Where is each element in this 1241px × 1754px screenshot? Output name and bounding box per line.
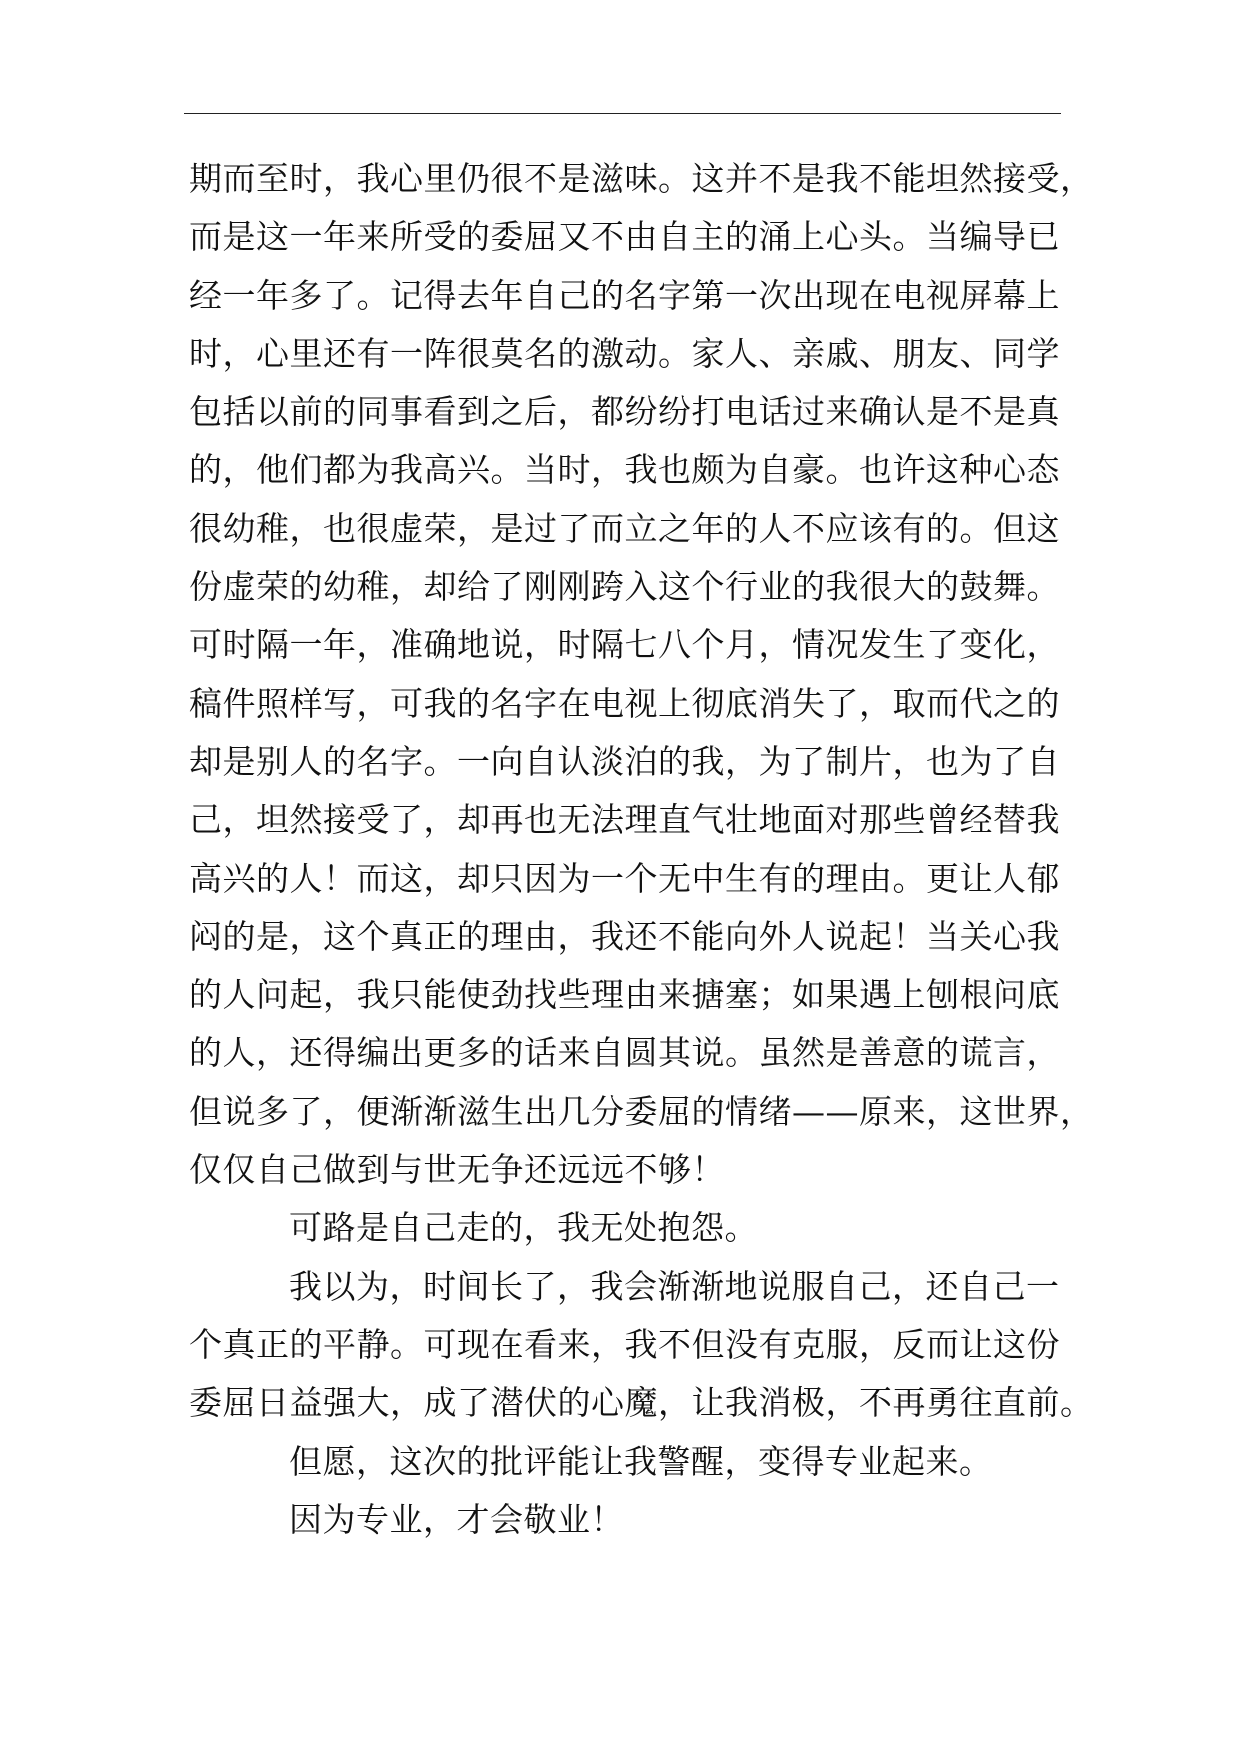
text-line-8: 份虚荣的幼稚，却给了刚刚跨入这个行业的我很大的鼓舞。 bbox=[189, 567, 1060, 607]
text-line-3: 经一年多了。记得去年自己的名字第一次出现在电视屏幕上 bbox=[189, 275, 1060, 315]
text-line-16: 的人，还得编出更多的话来自圆其说。虽然是善意的谎言， bbox=[189, 1033, 1060, 1073]
text-line-7: 很幼稚，也很虚荣，是过了而立之年的人不应该有的。但这 bbox=[189, 508, 1060, 548]
text-line-21: 个真正的平静。可现在看来，我不但没有克服，反而让这份 bbox=[189, 1324, 1060, 1364]
text-line-15: 的人问起，我只能使劲找些理由来搪塞；如果遇上刨根问底 bbox=[189, 975, 1060, 1015]
text-line-17: 但说多了，便渐渐滋生出几分委屈的情绪——原来，这世界， bbox=[189, 1091, 1094, 1131]
text-line-6: 的，他们都为我高兴。当时，我也颇为自豪。也许这种心态 bbox=[189, 450, 1060, 490]
document-body bbox=[189, 150, 1094, 1549]
text-line-1: 期而至时，我心里仍很不是滋味。这并不是我不能坦然接受， bbox=[189, 159, 1094, 198]
text-line-5: 包括以前的同事看到之后，都纷纷打电话过来确认是不是真 bbox=[189, 392, 1060, 432]
text-line-18: 仅仅自己做到与世无争还远远不够！ bbox=[189, 1150, 725, 1190]
text-line-4: 时，心里还有一阵很莫名的激动。家人、亲戚、朋友、同学 bbox=[189, 333, 1060, 373]
text-line-14: 闷的是，这个真正的理由，我还不能向外人说起！当关心我 bbox=[189, 916, 1060, 956]
text-line-10: 稿件照样写，可我的名字在电视上彻底消失了，取而代之的 bbox=[189, 683, 1060, 723]
text-line-22: 委屈日益强大，成了潜伏的心魔，让我消极，不再勇往直前。 bbox=[189, 1383, 1094, 1423]
text-line-9: 可时隔一年，准确地说，时隔七八个月，情况发生了变化， bbox=[189, 625, 1060, 665]
text-line-12: 己，坦然接受了，却再也无法理直气壮地面对那些曾经替我 bbox=[189, 800, 1060, 840]
text-line-2: 而是这一年来所受的委屈又不由自主的涌上心头。当编导已 bbox=[189, 217, 1060, 257]
header-rule bbox=[184, 113, 1061, 114]
text-line-13: 高兴的人！而这，却只因为一个无中生有的理由。更让人郁 bbox=[189, 858, 1060, 898]
paragraph-line-20: 我以为，时间长了，我会渐渐地说服自己，还自己一 bbox=[289, 1266, 1060, 1306]
text-line-11: 却是别人的名字。一向自认淡泊的我，为了制片，也为了自 bbox=[189, 741, 1060, 781]
paragraph-line-24: 因为专业，才会敬业！ bbox=[289, 1499, 624, 1539]
paragraph-line-19: 可路是自己走的，我无处抱怨。 bbox=[289, 1208, 758, 1248]
paragraph-line-23: 但愿，这次的批评能让我警醒，变得专业起来。 bbox=[289, 1441, 993, 1481]
